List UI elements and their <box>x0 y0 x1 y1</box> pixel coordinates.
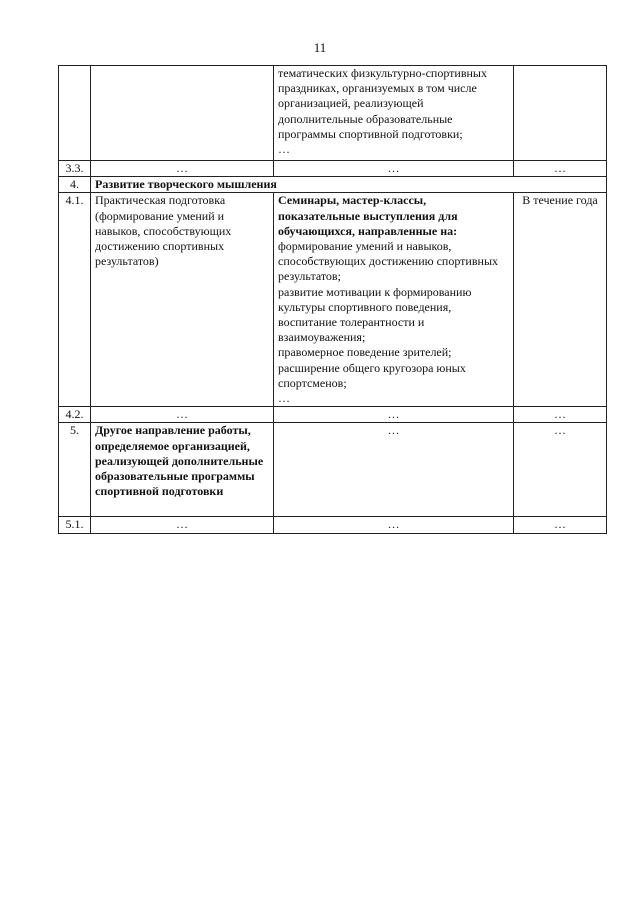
content-cell: тематических физкультурно-спортивных праздниках, организуемых в том числе организацией, реализующей дополнительные образовательные программы спортивной подготовки; … <box>274 66 514 161</box>
activity-cell: Практическая подготовка (формирование умений и навыков, способствующих достижению спортивных результатов) <box>91 193 274 407</box>
deadline-cell: В течение года <box>514 193 607 407</box>
content-list: формирование умений и навыков, способствующих достижению спортивных результатов; развитие мотивации к формированию культуры спортивного поведения, воспитание толерантности и взаимоуважения; правомерное поведение зрителей; расширение общего кругозора юных спортсменов; … <box>278 239 499 406</box>
deadline-cell: … <box>514 423 607 517</box>
activity-cell: … <box>91 407 274 423</box>
table-row-continuation <box>59 66 607 161</box>
row-number: 4.1. <box>59 193 91 407</box>
table-row-section-5 <box>59 423 607 517</box>
row-number: 4.2. <box>59 407 91 423</box>
plan-table <box>58 65 607 534</box>
section-title: Развитие творческого мышления <box>91 177 607 193</box>
deadline-cell <box>514 66 607 161</box>
table-row-4-1 <box>59 193 607 407</box>
content-cell: … <box>274 517 514 533</box>
row-number: 4. <box>59 177 91 193</box>
deadline-cell: … <box>514 517 607 533</box>
content-cell <box>274 193 514 407</box>
activity-cell: Другое направление работы, определяемое организацией, реализующей дополнительные образовательные программы спортивной подготовки <box>91 423 274 517</box>
row-number <box>59 66 91 161</box>
row-number: 5. <box>59 423 91 517</box>
content-cell: … <box>274 423 514 517</box>
row-number: 3.3. <box>59 161 91 177</box>
deadline-cell: … <box>514 161 607 177</box>
activity-cell: … <box>91 517 274 533</box>
activity-cell <box>91 66 274 161</box>
content-cell: … <box>274 407 514 423</box>
activity-cell: … <box>91 161 274 177</box>
row-number: 5.1. <box>59 517 91 533</box>
deadline-cell: … <box>514 407 607 423</box>
content-cell: … <box>274 161 514 177</box>
table-row-section-4 <box>59 177 607 193</box>
table-row-4-2 <box>59 407 607 423</box>
content-heading: Семинары, мастер-классы, показательные выступления для обучающихся, направленные на: <box>278 193 458 238</box>
table-row-3-3 <box>59 161 607 177</box>
table-row-5-1 <box>59 517 607 533</box>
page-number: 11 <box>313 40 327 55</box>
